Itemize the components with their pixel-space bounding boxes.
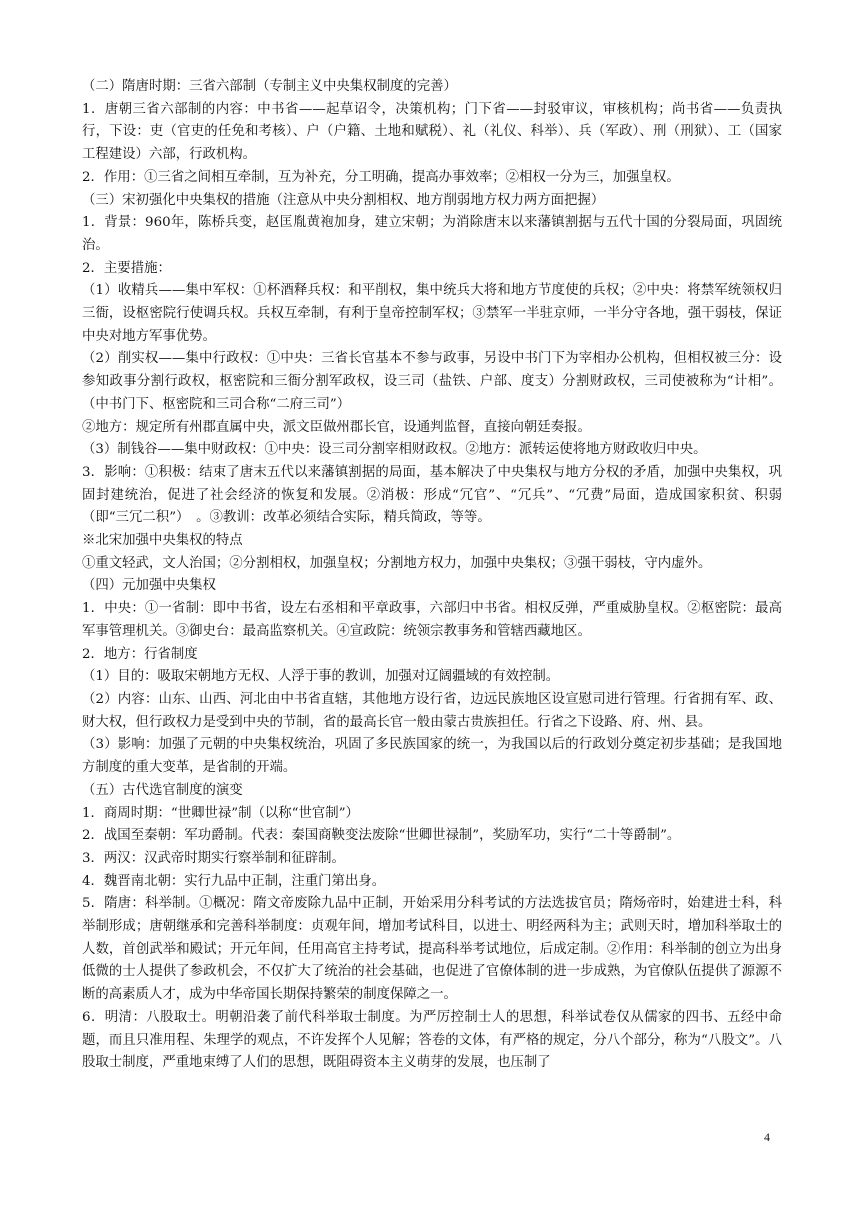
section-heading-song: （三）宋初强化中央集权的措施（注意从中央分割相权、地方削弱地方权力两方面把握） bbox=[82, 192, 605, 208]
paragraph: 1．商周时期：“世卿世禄”制（以称“世官制”） bbox=[82, 805, 359, 821]
section-heading-sui-tang: （二）隋唐时期：三省六部制（专制主义中央集权制度的完善） bbox=[82, 79, 457, 94]
paragraph: 1．唐朝三省六部制的内容：中书省——起草诏令，决策机构；门下省——封驳审议，审核机构；尚书省——负责执行，下设：吏（官吏的任免和考核）、户（户籍、土地和赋税）、礼（礼仪、科举）、兵（军政）、刑（刑狱）、工（国家工程建设）六部，行政机构。 bbox=[82, 101, 782, 163]
page-number: 4 bbox=[764, 1130, 770, 1144]
paragraph: 1．背景：960年，陈桥兵变，赵匡胤黄袍加身，建立宋朝；为消除唐末以来藩镇割据与五代十国的分裂局面，巩固统治。 bbox=[82, 215, 782, 253]
document-body bbox=[82, 76, 782, 1075]
paragraph: 5．隋唐：科举制。①概况：隋文帝废除九品中正制，开始采用分科考试的方法选拔官员；隋炀帝时，始建进士科，科举制形成；唐朝继承和完善科举制度：贞观年间，增加考试科目，以进士、明经两科为主；武则天时，增加科举取士的人数，首创武举和殿试；开元年间，任用高官主持考试，提高科举考试地位，后成定制。②作用：科举制的创立为出身低微的士人提供了参政机会，不仅扩大了统治的社会基础，也促进了官僚体制的进一步成熟，为官僚队伍提供了源源不断的高素质人才，成为中华帝国长期保持繁荣的制度保障之一。 bbox=[82, 896, 782, 1003]
paragraph: 4．魏晋南北朝：实行九品中正制，注重门第出身。 bbox=[82, 873, 386, 889]
paragraph: 3．影响：①积极：结束了唐末五代以来藩镇割据的局面，基本解决了中央集权与地方分权的矛盾，加强中央集权，巩固封建统治，促进了社会经济的恢复和发展。②消极：形成“冗官”、“冗兵”、“冗费”局面，造成国家积贫、积弱（即“三冗二积”） 。③教训：改革必须结合实际，精兵简政，等等。 bbox=[82, 464, 782, 526]
paragraph: （3）制钱谷——集中财政权：①中央：设三司分割宰相财政权。②地方：派转运使将地方财政收归中央。 bbox=[82, 442, 707, 458]
paragraph: （1）目的：吸取宋朝地方无权、人浮于事的教训，加强对辽阔疆域的有效控制。 bbox=[82, 669, 560, 685]
paragraph: ①重文轻武，文人治国；②分割相权，加强皇权；分割地方权力，加强中央集权；③强干弱枝，守内虚外。 bbox=[82, 555, 712, 571]
paragraph: 6．明清：八股取士。明朝沿袭了前代科举取士制度。为严厉控制士人的思想，科举试卷仅从儒家的四书、五经中命题，而且只准用程、朱理学的观点，不许发挥个人见解；答卷的文体，有严格的规定，分八个部分，称为“八股文”。八股取士制度，严重地束缚了人们的思想，既阻碍资本主义萌芽的发展，也压制了 bbox=[82, 1009, 782, 1071]
paragraph: ②地方：规定所有州郡直属中央，派文臣做州郡长官，设通判监督，直接向朝廷奏报。 bbox=[82, 419, 591, 435]
paragraph: （2）削实权——集中行政权：①中央：三省长官基本不参与政事，另设中书门下为宰相办公机构，但相权被三分：设参知政事分割行政权，枢密院和三衙分割军政权，设三司（盐铁、户部、度支）分割财政权，三司使被称为“计相”。（中书门下、枢密院和三司合称“二府三司”） bbox=[82, 351, 782, 412]
paragraph: 3．两汉：汉武帝时期实行察举制和征辟制。 bbox=[82, 850, 345, 866]
section-heading-selection: （五）古代选官制度的演变 bbox=[82, 782, 243, 798]
paragraph: 2．地方：行省制度 bbox=[82, 646, 198, 662]
paragraph: 2．战国至秦朝：军功爵制。代表：秦国商鞅变法废除“世卿世禄制”，奖励军功，实行“二十等爵制”。 bbox=[82, 828, 681, 844]
paragraph: 2．作用：①三省之间相互牵制，互为补充，分工明确，提高办事效率；②相权一分为三，加强皇权。 bbox=[82, 169, 680, 185]
paragraph: （2）内容：山东、山西、河北由中书省直辖，其他地方设行省，边远民族地区设宣慰司进行管理。行省拥有军、政、财大权，但行政权力是受到中央的节制，省的最高长官一般由蒙古贵族担任。行省之下设路、府、州、县。 bbox=[82, 691, 782, 730]
note-heading: ※北宋加强中央集权的特点 bbox=[82, 533, 243, 549]
paragraph: 2．主要措施： bbox=[82, 260, 171, 276]
paragraph: 1．中央：①一省制：即中书省，设左右丞相和平章政事，六部归中书省。相权反弹，严重威胁皇权。②枢密院：最高军事管理机关。③御史台：最高监察机关。④宣政院：统领宗教事务和管辖西藏地区。 bbox=[82, 601, 782, 639]
paragraph: （3）影响：加强了元朝的中央集权统治，巩固了多民族国家的统一，为我国以后的行政划分奠定初步基础；是我国地方制度的重大变革，是省制的开端。 bbox=[82, 737, 782, 776]
paragraph: （1）收精兵——集中军权：①杯酒释兵权：和平削权，集中统兵大将和地方节度使的兵权；②中央：将禁军统领权归三衙，设枢密院行使调兵权。兵权互牵制，有利于皇帝控制军权；③禁军一半驻京师，一半分守各地，强干弱枝，保证中央对地方军事优势。 bbox=[82, 283, 782, 344]
section-heading-yuan: （四）元加强中央集权 bbox=[82, 578, 216, 594]
